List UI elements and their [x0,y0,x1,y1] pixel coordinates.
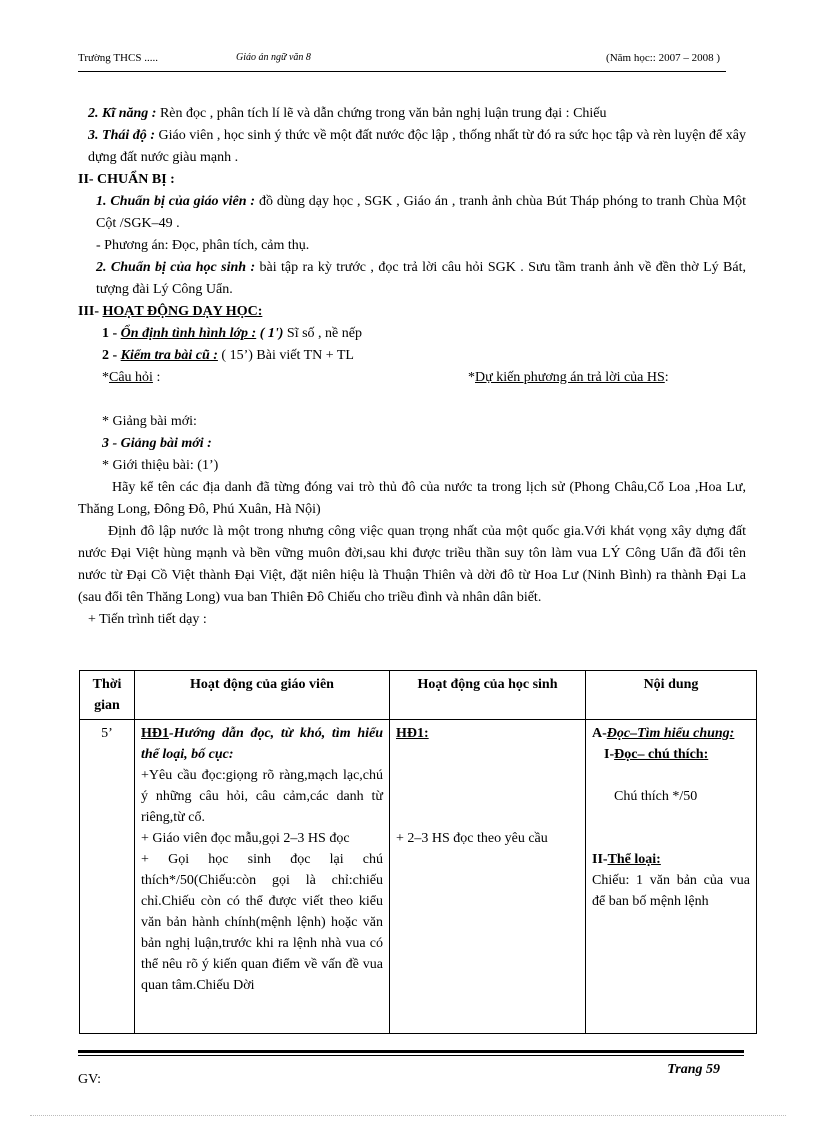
activity-item-2-num: 2 - [102,348,118,363]
prep-student [78,257,746,301]
activities-heading-text: HOẠT ĐỘNG DẠY HỌC: [102,304,263,319]
cell-time: 5’ [80,720,135,1034]
col-header-content: Nội dung [586,671,757,720]
skills-text: Rèn đọc , phân tích lí lẽ và dẫn chứng trong văn bản nghị luận trung đại : Chiếu [159,106,607,121]
student-p1: + 2–3 HS đọc theo yêu cầu [396,831,548,846]
cell-student [390,720,586,1034]
header-year: (Năm học:: 2007 – 2008 ) [606,52,720,64]
attitude-line [78,125,746,169]
intro-paragraph-2: Định đô lập nước là một trong nhưng công việc quan trọng nhất của một quốc gia.Với khát vọng xây dựng đất nước Đại Việt hùng mạnh và bền vững muôn đời,sau khi được triều thần suy tôn làm vua LÝ Công Uẩn đã đổi tên nước từ Đại Cồ Việt thành Đại Việt, đặt niên hiệu là Thuận Thiên và dời đô từ Hoa Lư (Ninh Bình) ra thành Đại La (sau đổi tên Thăng Long) vua ban Thiên Đô Chiếu cho triều đình và nhân dân biết. [78,524,746,605]
header-subject: Giáo án ngữ văn 8 [236,52,311,63]
question-item [102,370,160,385]
content-i-prefix: I- [604,747,615,762]
page-header [78,52,720,70]
footer-divider-thick [78,1050,744,1053]
answer-item [468,367,669,389]
activity-item-1-time: ( 1') [259,326,284,341]
content-i-title: Đọc– chú thích: [614,747,709,762]
activity-item-1-label: Ổn định tình hình lớp : [120,326,257,341]
activity-item-1-num: 1 - [102,326,118,341]
footer-gv: GV: [78,1072,102,1087]
intro-paragraph-1: Hãy kể tên các địa danh đã từng đóng vai trò thủ đô của nước ta trong lịch sử (Phong Châu,Cổ Loa ,Hoa Lư, Thăng Long, Đông Đô, Phú Xuân, Hà Nội) [78,480,746,517]
blank-line [78,389,746,411]
page-edge [30,1115,786,1116]
content-i-heading [592,744,750,765]
header-divider [78,71,726,72]
document-body [78,103,746,631]
content-ii-heading [592,849,750,870]
content-a-title: Đọc–Tìm hiểu chung: [606,726,735,741]
activity-item-1-text: Sĩ số , nề nếp [286,326,362,341]
prep-teacher [78,191,746,235]
cell-content [586,720,757,1034]
activity-item-1 [78,323,746,345]
header-school: Trường THCS ..... [78,52,158,64]
teacher-p3: + Gọi học sinh đọc lại chú thích*/50(Chiếu:còn gọi là chỉ:chiếu chỉ.Chiếu còn có thể được viết theo kiểu văn bản hành chính(mệnh lệnh) hoặc văn bản nghị luận,trước khi ra lệnh nhà vua có thể nêu rõ ý kiến quan điểm về vấn đề vua quan tâm.Chiếu Dời [141,852,383,993]
prep-student-label: 2. Chuẩn bị của học sinh : [96,260,256,275]
answer-label: Dự kiến phương án trả lời của HS [475,370,665,385]
table-header-row [80,671,757,720]
content-ii-title: Thể loại: [607,852,661,867]
content-genre: Chiếu: 1 văn bản của vua để ban bố mệnh lệnh [592,873,750,909]
col-header-time: Thời gian [80,671,135,720]
prep-method: - Phương án: Đọc, phân tích, cảm thụ. [96,238,310,253]
teacher-hd-label: HĐ1 [141,726,169,741]
activity-item-2-label: Kiểm tra bài cũ : [120,348,218,363]
student-hd-label: HĐ1: [396,726,429,741]
activities-heading [78,301,746,323]
content-ii-prefix: II- [592,852,608,867]
lesson-table [79,670,757,1034]
question-label: Câu hỏi [109,370,153,385]
skills-label: 2. Kĩ năng : [88,106,157,121]
progress-line: + Tiến trình tiết dạy : [88,612,207,627]
col-header-teacher: Hoạt động của giáo viên [135,671,390,720]
content-note: Chú thích */50 [614,789,698,804]
prep-teacher-label: 1. Chuẩn bị của giáo viên : [96,194,256,209]
cell-teacher [135,720,390,1034]
col-header-student: Hoạt động của học sinh [390,671,586,720]
teacher-p1: +Yêu cầu đọc:giọng rõ ràng,mạch lạc,chú ý những câu hỏi, câu cảm,các danh từ riêng,từ cổ. [141,768,383,825]
prep-heading: II- CHUẨN BỊ : [78,172,175,187]
content-a-heading [592,723,750,744]
question-answer-row [78,367,746,389]
teacher-hd-title: -Hướng dẫn đọc, từ khó, tìm hiểu thể loại, bố cục: [141,726,383,762]
question-star: * [102,370,109,385]
skills-line [78,103,746,125]
intro-line: * Giới thiệu bài: (1’) [102,458,219,473]
answer-colon: : [664,370,669,385]
prep-teacher-text: đồ dùng dạy học , SGK , Giáo án , tranh ảnh chùa Bút Tháp phóng to tranh Chùa Một Cột /SGK–49 . [96,194,746,231]
question-colon: : [156,370,161,385]
teacher-p2: + Giáo viên đọc mẫu,gọi 2–3 HS đọc [141,831,350,846]
new-lesson-note: * Giảng bài mới: [102,414,197,429]
attitude-text: Giáo viên , học sinh ý thức về một đất nước độc lập , thống nhất từ đó ra sức học tập và rèn luyện để xây dựng đất nước giàu mạnh . [88,128,747,165]
answer-star: * [468,370,475,385]
activity-item-2 [78,345,746,367]
content-a-prefix: A- [592,726,607,741]
teacher-hd-heading [141,723,383,765]
page-number: Trang 59 [667,1062,720,1077]
attitude-label: 3. Thái độ : [88,128,155,143]
activity-item-3: 3 - Giảng bài mới : [102,436,212,451]
footer-divider-thin [78,1055,744,1056]
activities-heading-num: III- [78,304,100,319]
table-row [80,720,757,1034]
prep-student-text: bài tập ra kỳ trước , đọc trả lời câu hỏi SGK . Sưu tầm tranh ảnh về đền thờ Lý Bát, tượng đài Lý Công Uẩn. [96,260,746,297]
activity-item-2-text: ( 15’) Bài viết TN + TL [221,348,354,363]
